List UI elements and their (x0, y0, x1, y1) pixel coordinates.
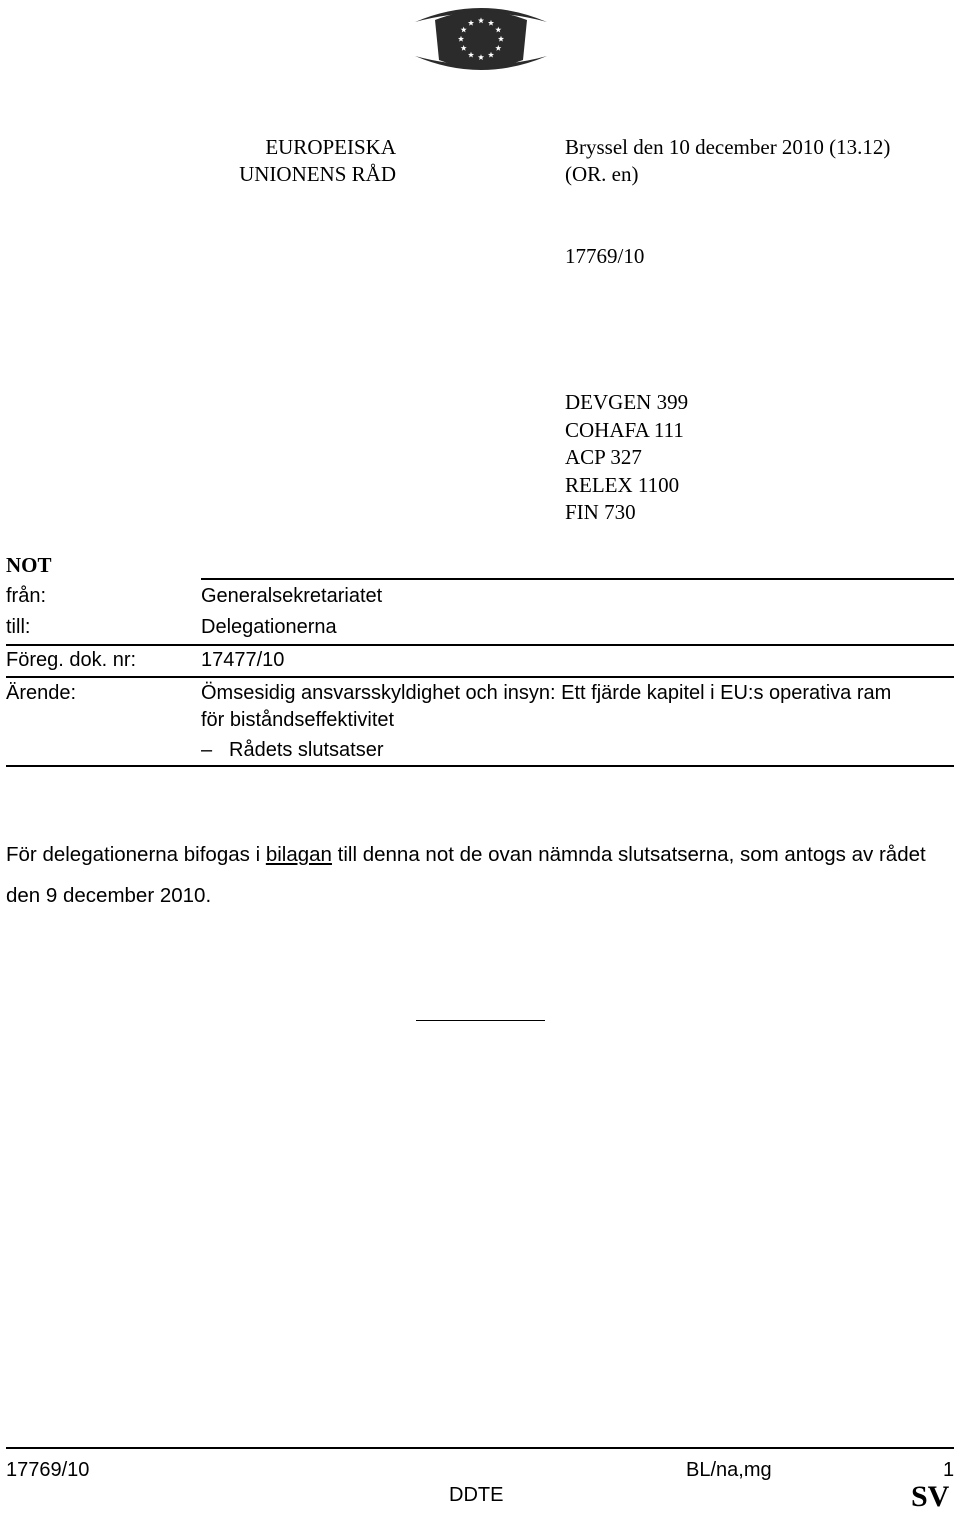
subject-dash: – (201, 739, 213, 761)
annex-reference: bilagan (265, 843, 332, 866)
divider-line (201, 578, 954, 580)
document-codes (565, 389, 688, 527)
code-item: ACP 327 (565, 445, 642, 469)
code-item: DEVGEN 399 (565, 390, 689, 414)
code-item: COHAFA 111 (565, 417, 684, 442)
subject-line: Ömsesidig ansvarsskyldighet och insyn: Ett fjärde kapitel i EU:s operativa ram (201, 682, 892, 704)
to-label: till: (6, 616, 31, 638)
subject-line: Rådets slutsatser (229, 739, 384, 761)
dateline (565, 134, 945, 188)
end-rule (416, 1020, 545, 1021)
code-item: FIN 730 (565, 500, 636, 524)
footer-page-number: 1 (943, 1459, 955, 1481)
date-line: Bryssel den 10 december 2010 (13.12) (565, 135, 891, 159)
document-number: 17769/10 (565, 244, 645, 268)
body-text-start: För delegationerna bifogas i (6, 843, 266, 866)
footer-language-code: SV (911, 1480, 950, 1513)
note-type-heading: NOT (6, 553, 52, 577)
from-label: från: (6, 585, 47, 607)
body-text-end: till denna not de ovan nämnda slutsatserna, som antogs av rådet den 9 december 2010. (6, 843, 926, 907)
from-value: Generalsekretariatet (201, 585, 383, 607)
council-name-line1: EUROPEISKA (265, 135, 396, 159)
council-name (200, 134, 396, 188)
subject-line: för biståndseffektivitet (201, 709, 395, 731)
to-value: Delegationerna (201, 616, 337, 638)
previous-doc-value: 17477/10 (201, 649, 285, 671)
council-name-line2: UNIONENS RÅD (239, 162, 396, 186)
divider-line (6, 765, 954, 767)
previous-doc-label: Föreg. dok. nr: (6, 649, 137, 671)
footer-document-ref: 17769/10 (6, 1459, 90, 1481)
divider-line (6, 644, 954, 646)
council-emblem-logo (411, 0, 551, 78)
footer-department: DDTE (449, 1484, 504, 1506)
code-item: RELEX 1100 (565, 472, 680, 497)
footer-divider (6, 1447, 954, 1449)
body-paragraph (6, 834, 958, 916)
divider-line (6, 676, 954, 678)
subject-label: Ärende: (6, 682, 77, 704)
original-language: (OR. en) (565, 162, 639, 186)
footer-initials: BL/na,mg (686, 1459, 772, 1481)
